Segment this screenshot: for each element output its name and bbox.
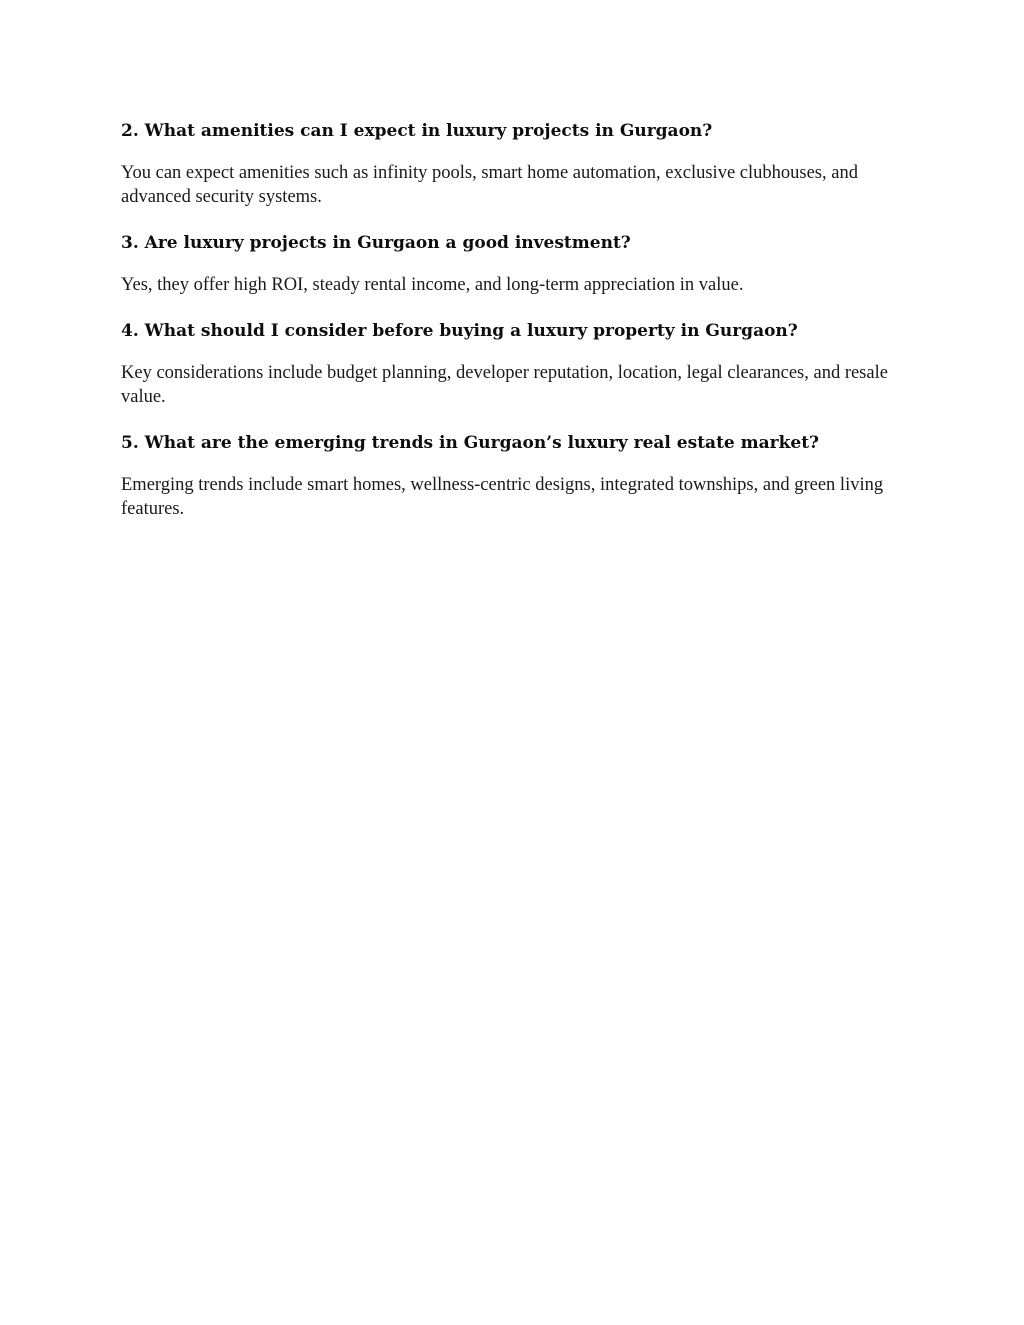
faq-item: [121, 229, 911, 297]
faq-question: 3. Are luxury projects in Gurgaon a good investment?: [121, 233, 631, 253]
faq-item: [121, 117, 911, 209]
faq-question: 5. What are the emerging trends in Gurgaon’s luxury real estate market?: [121, 433, 820, 453]
faq-answer: Key considerations include budget planning, developer reputation, location, legal clearances, and resale value.: [121, 363, 888, 407]
faq-item: [121, 429, 911, 521]
faq-question: 4. What should I consider before buying a luxury property in Gurgaon?: [121, 321, 798, 341]
faq-section: [121, 117, 911, 541]
faq-answer: You can expect amenities such as infinity pools, smart home automation, exclusive clubhouses, and advanced security systems.: [121, 163, 858, 207]
faq-question: 2. What amenities can I expect in luxury projects in Gurgaon?: [121, 121, 713, 141]
faq-answer: Yes, they offer high ROI, steady rental income, and long-term appreciation in value.: [121, 275, 744, 295]
faq-item: [121, 317, 911, 409]
faq-answer: Emerging trends include smart homes, wellness-centric designs, integrated townships, and green living features.: [121, 475, 884, 519]
